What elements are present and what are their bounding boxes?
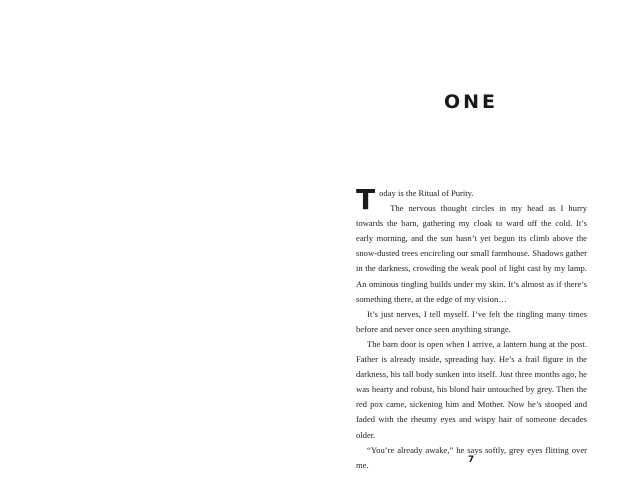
paragraph-3: It’s just nerves, I tell myself. I’ve felt the tingling many times before and never once seen anything strange. [356, 308, 587, 334]
drop-cap: T [356, 183, 376, 216]
paragraph-5: “You’re already awake,” he says softly, grey eyes flitting over me. [356, 444, 587, 470]
paragraph-4: The barn door is open when I arrive, a lantern hung at the post. Father is already inside, spreading hay. He’s a frail figure in the darkness, his tall body sunken into itself. Just three months ago, he was hearty and robust, his blond hair untouched by grey. Then the red pox came, sickening him and Mother. Now he’s stooped and faded with the rheumy eyes and wispy hair of someone decades older. [356, 338, 587, 440]
paragraph-2: The nervous thought circles in my head as I hurry towards the barn, gathering my cloak to ward off the cold. It’s early morning, and the sun hasn’t yet begun its climb above the snow-dusted trees encircling our small farmhouse. Shadows gather in the darkness, crowding the weak pool of light cast by my lamp. An ominous tingling builds under my skin. It’s almost as if there’s something there, at the edge of my vision… [356, 203, 587, 304]
chapter-title: ONE [443, 91, 499, 113]
page-number: 7 [467, 455, 475, 465]
left-page [0, 0, 312, 500]
chapter-body [356, 183, 587, 473]
paragraph-1 [356, 183, 587, 216]
paragraph-1-text: oday is the Ritual of Purity. [379, 188, 474, 198]
